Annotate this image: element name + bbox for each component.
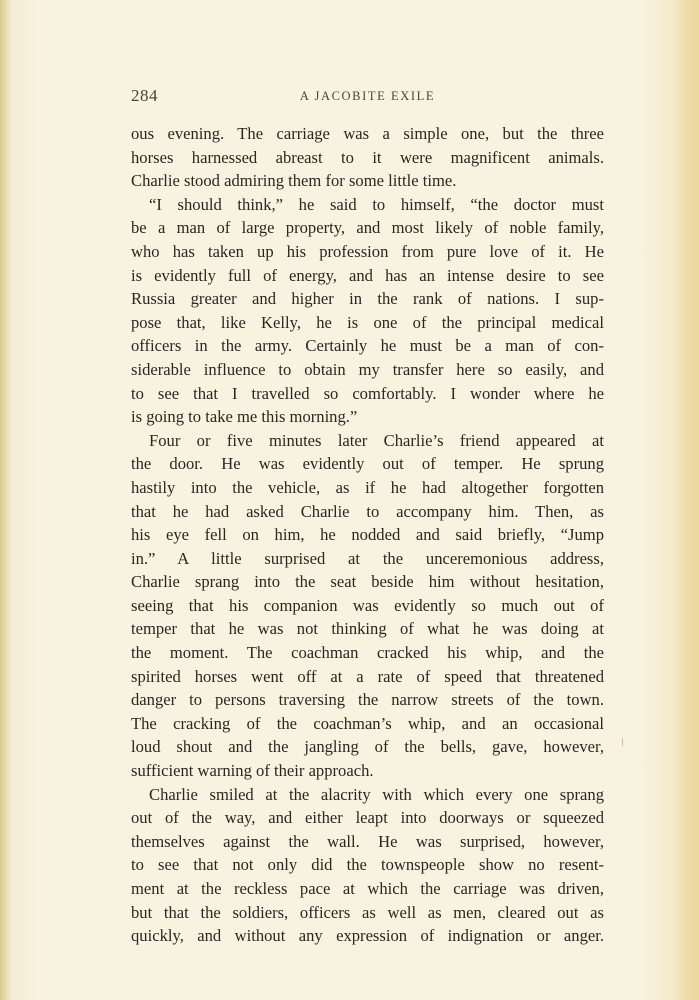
text-line: quickly, and without any expression of indignation or anger.	[131, 926, 604, 946]
text-line: Four or five minutes later Charlie’s friend appeared at	[149, 430, 604, 450]
text-line: spirited horses went off at a rate of speed that threatened	[131, 666, 604, 686]
text-line: ment at the reckless pace at which the carriage was driven,	[131, 879, 604, 898]
text-line: Charlie smiled at the alacrity with which every one sprang	[149, 784, 604, 804]
text-line: officers in the army. Certainly he must be a man of con-	[131, 336, 604, 356]
text-line: his eye fell on him, he nodded and said briefly, “Jump	[131, 525, 604, 545]
text-line: danger to persons traversing the narrow streets of the town.	[131, 690, 604, 710]
running-title: A JACOBITE EXILE	[299, 89, 436, 103]
text-line: hastily into the vehicle, as if he had altogether forgotten	[131, 477, 604, 497]
page-binding-edge	[0, 0, 12, 1000]
text-line: in.” A little surprised at the unceremonious address,	[131, 548, 604, 568]
text-line: seeing that his companion was evidently so much out of	[131, 595, 604, 615]
page-header	[131, 86, 604, 110]
text-line: temper that he was not thinking of what he was doing at	[131, 619, 604, 639]
text-line: loud shout and the jangling of the bells, gave, however,	[131, 737, 604, 757]
text-line: to see that not only did the townspeople show no resent-	[131, 855, 604, 875]
text-line: is going to take me this morning.”	[131, 407, 358, 427]
page-number: 284	[131, 86, 158, 105]
text-line: the moment. The coachman cracked his whip, and the	[131, 643, 604, 663]
text-line: sufficient warning of their approach.	[131, 761, 374, 781]
text-line: horses harnessed abreast to it were magnificent animals.	[131, 147, 604, 167]
text-line: themselves against the wall. He was surprised, however,	[131, 831, 604, 851]
text-line: “I should think,” he said to himself, “the doctor must	[149, 194, 604, 214]
text-line: is evidently full of energy, and has an intense desire to see	[131, 265, 604, 285]
text-line: siderable influence to obtain my transfer here so easily, and	[131, 359, 604, 379]
body-text	[131, 122, 604, 948]
page-outer-edge	[675, 0, 699, 1000]
text-line: but that the soldiers, officers as well as men, cleared out as	[131, 902, 604, 922]
text-line: Russia greater and higher in the rank of nations. I sup-	[131, 289, 604, 309]
margin-mark	[622, 738, 623, 746]
text-line: ous evening. The carriage was a simple one, but the three	[131, 124, 604, 143]
text-line: Charlie stood admiring them for some little time.	[131, 171, 457, 191]
text-line: pose that, like Kelly, he is one of the principal medical	[131, 312, 604, 332]
text-line: who has taken up his profession from pure love of it. He	[131, 241, 604, 261]
text-line: The cracking of the coachman’s whip, and an occasional	[131, 713, 604, 733]
text-line: the door. He was evidently out of temper. He sprung	[131, 454, 604, 474]
text-line: that he had asked Charlie to accompany him. Then, as	[131, 501, 604, 521]
text-line: to see that I travelled so comfortably. I wonder where he	[131, 383, 604, 403]
text-line: be a man of large property, and most likely of noble family,	[131, 218, 604, 238]
text-line: Charlie sprang into the seat beside him without hesitation,	[131, 572, 604, 592]
text-line: out of the way, and either leapt into doorways or squeezed	[131, 808, 604, 828]
